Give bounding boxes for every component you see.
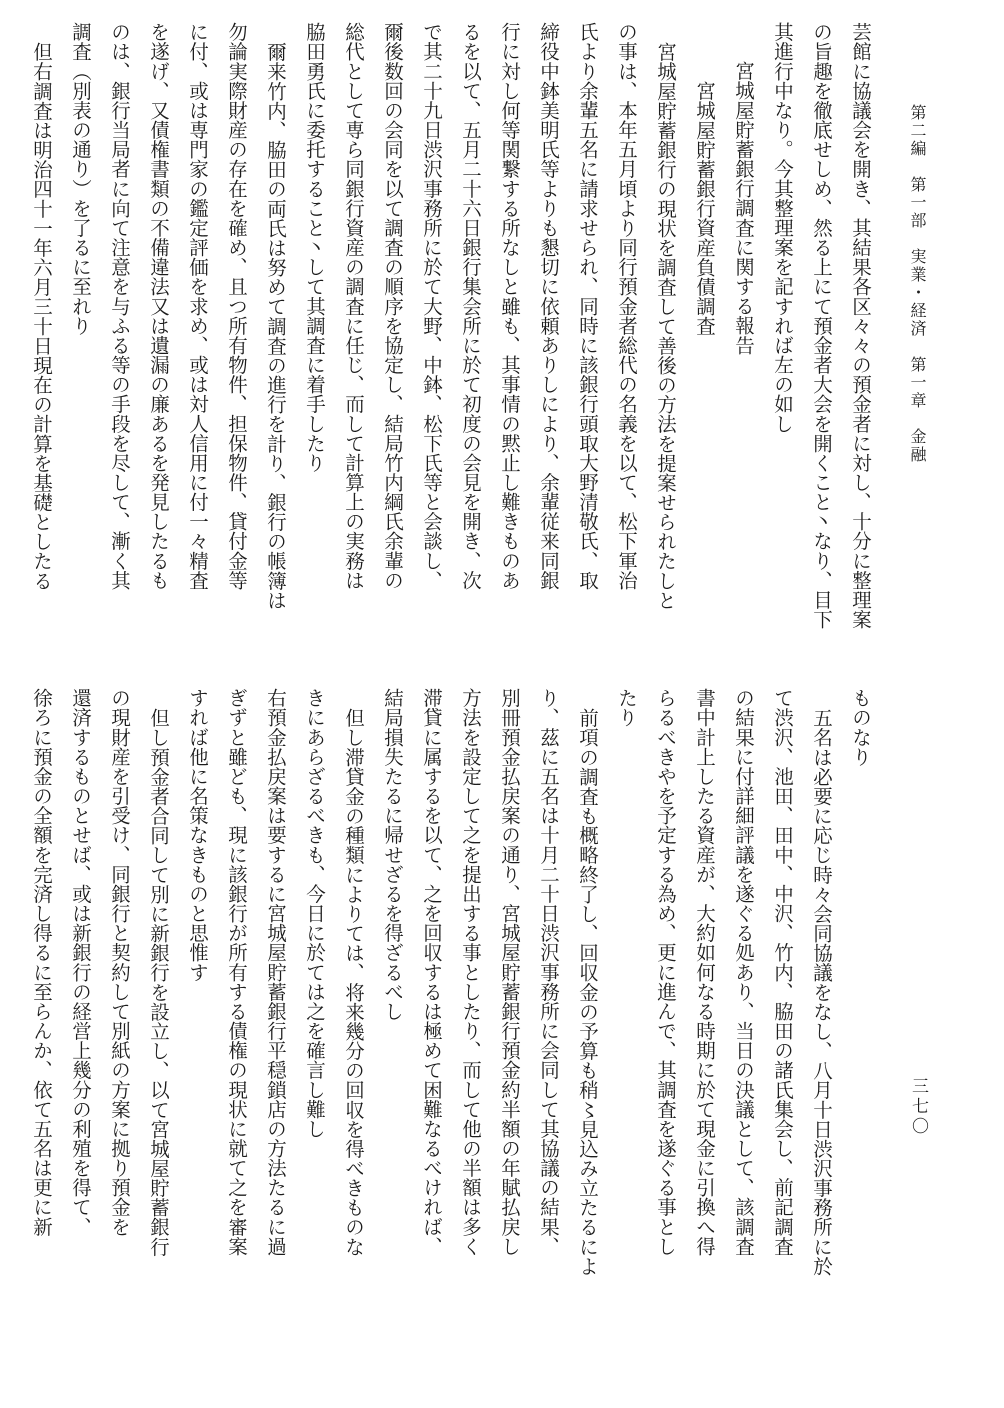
- text-column: の結果に付詳細評議を遂ぐる処あり、当日の決議として、該調査: [732, 688, 755, 1256]
- running-header: 第二編 第一部 実業・経済 第一章 金融: [908, 104, 927, 464]
- text-column: 右預金払戻案は要するに宮城屋貯蓄銀行平穏鎖店の方法たるに過: [264, 688, 287, 1256]
- text-column: 結局損失たるに帰せざるを得ざるべし: [381, 688, 404, 1021]
- upper-text-block: [30, 22, 880, 629]
- text-column: 但右調査は明治四十一年六月三十日現在の計算を基礎としたる: [30, 42, 53, 591]
- text-column: り、茲に五名は十月二十日渋沢事務所に会同して其協議の結果、: [537, 688, 560, 1256]
- text-column: 宮城屋貯蓄銀行の現状を調査して善後の方法を提案せられたしと: [654, 42, 677, 610]
- text-column: 脇田勇氏に委托すること丶して其調査に着手したり: [303, 22, 326, 473]
- text-column: 五名は必要に応じ時々会同協議をなし、八月十日渋沢事務所に於: [810, 708, 833, 1276]
- text-column: 還済するものとせば、或は新銀行の経営上幾分の利殖を得て、: [69, 688, 92, 1237]
- text-column: らるべきやを予定する為め、更に進んで、其調査を遂ぐる事とし: [654, 688, 677, 1256]
- text-column: すれば他に名策なきものと思惟す: [186, 688, 209, 982]
- page-number: 三七〇: [908, 1077, 928, 1137]
- text-column: たり: [615, 688, 638, 728]
- text-column: 書中計上したる資産が、大約如何なる時期に於て現金に引換へ得: [693, 688, 716, 1256]
- text-column: 別冊預金払戻案の通り、宮城屋貯蓄銀行預金約半額の年賦払戻し: [498, 688, 521, 1256]
- text-column: の現財産を引受け、同銀行と契約して別紙の方案に拠り預金を: [108, 688, 131, 1237]
- text-column: 滞貸に属するを以て、之を回収するは極めて困難なるべければ、: [420, 688, 443, 1256]
- text-column: ぎずと雖ども、現に該銀行が所有する債権の現状に就て之を審案: [225, 688, 248, 1256]
- text-column: 締役中鉢美明氏等よりも懇切に依頼ありしにより、余輩従来同銀: [537, 22, 560, 590]
- text-column: 宮城屋貯蓄銀行資産負債調査: [693, 81, 716, 336]
- text-column: ものなり: [849, 688, 872, 767]
- text-column: 爾来竹内、脇田の両氏は努めて調査の進行を計り、銀行の帳簿は: [264, 42, 287, 610]
- text-column: 総代として専ら同銀行資産の調査に任じ、而して計算上の実務は: [342, 22, 365, 590]
- text-column: 其進行中なり。今其整理案を記すれば左の如し: [771, 22, 794, 434]
- text-column: 徐ろに預金の全額を完済し得るに至らんか、依て五名は更に新: [30, 688, 53, 1237]
- text-column: のは、銀行当局者に向て注意を与ふる等の手段を尽して、漸く其: [108, 22, 131, 590]
- text-column: 芸館に協議会を開き、其結果各区々々の預金者に対し、十分に整理案: [849, 22, 872, 629]
- text-column: 勿論実際財産の存在を確め、且つ所有物件、担保物件、貸付金等: [225, 22, 248, 590]
- lower-text-block: [30, 688, 880, 1384]
- text-column: 爾後数回の会同を以て調査の順序を協定し、結局竹内綱氏余輩の: [381, 22, 404, 590]
- text-column: の旨趣を徹底せしめ、然る上にて預金者大会を開くこと丶なり、目下: [810, 22, 833, 629]
- text-column: 但し滞貸金の種類によりては、将来幾分の回収を得べきものな: [342, 708, 365, 1257]
- text-column: きにあらざるべきも、今日に於ては之を確言し難し: [303, 688, 326, 1139]
- text-column: 方法を設定して之を提出する事としたり、而して他の半額は多く: [459, 688, 482, 1256]
- text-column: を遂げ、又債権書類の不備違法又は遺漏の廉あるを発見したるも: [147, 22, 170, 590]
- text-column: で其二十九日渋沢事務所に於て大野、中鉢、松下氏等と会談し、: [420, 22, 443, 590]
- text-column: 宮城屋貯蓄銀行調査に関する報告: [732, 61, 755, 355]
- text-column: 前項の調査も概略終了し、回収金の予算も稍〻見込み立たるによ: [576, 708, 599, 1276]
- text-column: 但し預金者合同して別に新銀行を設立し、以て宮城屋貯蓄銀行: [147, 708, 170, 1257]
- text-column: の事は、本年五月頃より同行預金者総代の名義を以て、松下軍治: [615, 22, 638, 590]
- text-column: 氏より余輩五名に請求せられ、同時に該銀行頭取大野清敬氏、取: [576, 22, 599, 590]
- text-column: に付、或は専門家の鑑定評価を求め、或は対人信用に付一々精査: [186, 22, 209, 590]
- text-column: 行に対し何等関繋する所なしと雖も、其事情の黙止し難きものあ: [498, 22, 521, 590]
- text-column: るを以て、五月二十六日銀行集会所に於て初度の会見を開き、次: [459, 22, 482, 590]
- text-column: て渋沢、池田、田中、中沢、竹内、脇田の諸氏集会し、前記調査: [771, 688, 794, 1256]
- text-column: 調査（別表の通り）を了るに至れり: [69, 22, 92, 336]
